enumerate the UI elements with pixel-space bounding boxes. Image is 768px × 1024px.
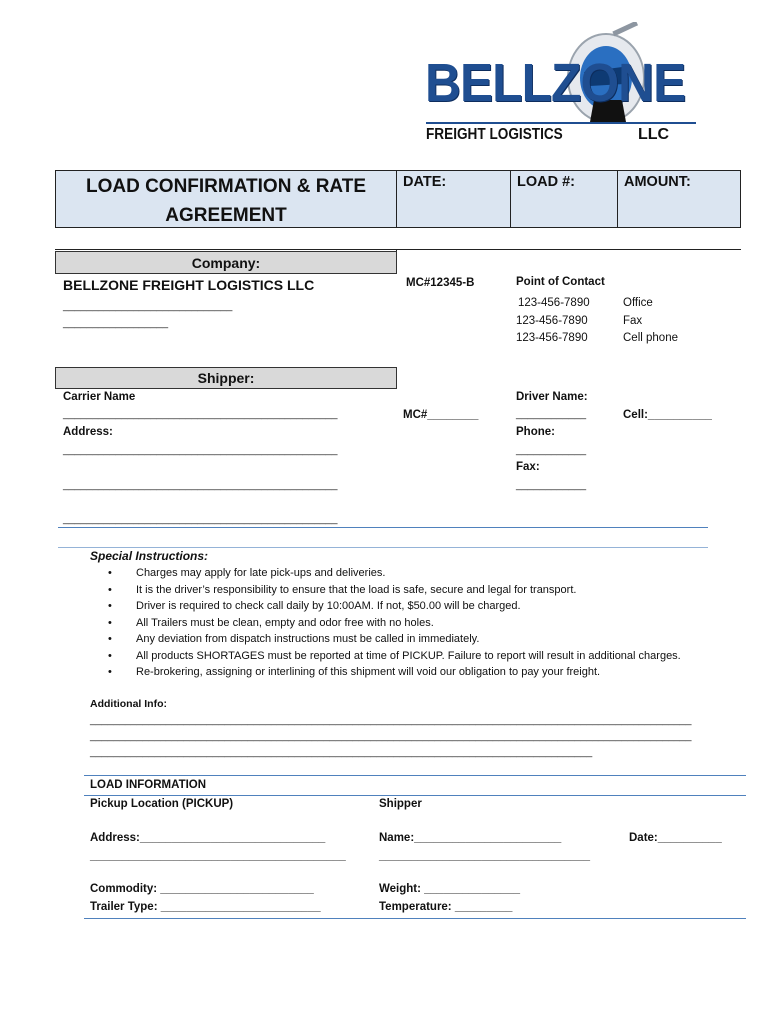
list-item [108, 615, 681, 632]
load-info-bottom-rule [84, 918, 746, 919]
list-item-text: Any deviation from dispatch instructions must be called in immediately. [136, 633, 480, 645]
driver-name-field[interactable]: ____________ [516, 408, 587, 420]
pickup-date-field[interactable]: Date:__________ [629, 832, 722, 844]
bullet-icon: • [108, 649, 112, 662]
form-title-line1: LOAD CONFIRMATION & RATE [85, 176, 367, 197]
contact-number-cell: 123-456-7890 [516, 332, 588, 344]
special-instructions-list [108, 565, 681, 681]
contact-type-cell: Cell phone [623, 332, 678, 344]
load-shipper-label: Shipper [379, 798, 422, 810]
commodity-field[interactable]: Commodity: ________________________ [90, 883, 314, 895]
shipper-bar: Shipper: [55, 367, 397, 389]
company-bar: Company: [55, 251, 397, 274]
carrier-name-label: Carrier Name [63, 391, 136, 403]
contact-type-fax: Fax [623, 315, 643, 327]
special-instructions-title: Special Instructions: [90, 549, 209, 563]
shipper-name-field[interactable]: Name:_______________________ [379, 832, 562, 844]
logo-llc: LLC [638, 126, 670, 143]
load-info-title-rule [84, 795, 746, 796]
list-item-text: It is the driver’s responsibility to ensure that the load is safe, secure and legal for transport. [136, 583, 577, 596]
additional-info-line-1[interactable]: _______________________________________________________________________________________________________ [90, 714, 692, 726]
date-label: DATE: [403, 174, 447, 190]
amount-label: AMOUNT: [624, 174, 691, 190]
load-number-cell[interactable] [510, 171, 617, 227]
phone-field[interactable]: ____________ [516, 444, 587, 456]
list-item [108, 598, 681, 615]
blue-divider-2 [58, 547, 708, 548]
pickup-location-label: Pickup Location (PICKUP) [90, 798, 234, 810]
carrier-name-field[interactable]: _______________________________________________ [63, 408, 338, 420]
contact-number-office: 123-456-7890 [518, 297, 590, 309]
company-mc-number: MC#12345-B [406, 277, 475, 289]
pickup-address-line-2[interactable]: ________________________________________ [90, 850, 346, 862]
company-blank-2[interactable]: __________________ [63, 317, 169, 329]
bullet-icon: • [108, 633, 112, 645]
list-item-text: Driver is required to check call daily by 10:00AM. If not, $50.00 will be charged. [136, 600, 521, 612]
address-field-3[interactable]: _______________________________________________ [63, 513, 338, 525]
phone-label: Phone: [516, 426, 555, 438]
point-of-contact-title: Point of Contact [516, 276, 605, 288]
list-item-text: Re-brokering, assigning or interlining of this shipment will void our obligation to pay your freight. [136, 666, 601, 678]
trailer-type-field[interactable]: Trailer Type: _________________________ [90, 901, 321, 913]
list-item [108, 631, 681, 648]
load-information-title: LOAD INFORMATION [90, 779, 207, 791]
temperature-field[interactable]: Temperature: _________ [379, 901, 513, 913]
form-title-line2: AGREEMENT [165, 205, 287, 226]
additional-info-label: Additional Info: [90, 698, 167, 710]
bullet-icon: • [108, 600, 112, 612]
header-table [55, 170, 741, 228]
carrier-mc-field[interactable]: MC#________ [403, 409, 479, 421]
list-item-text: All Trailers must be clean, empty and odor free with no holes. [136, 616, 434, 629]
list-item [108, 565, 681, 582]
company-logo [420, 22, 710, 152]
list-item [108, 648, 681, 665]
date-cell[interactable] [396, 171, 510, 227]
amount-cell[interactable] [617, 171, 741, 227]
blue-divider-1 [58, 527, 708, 528]
bullet-icon: • [108, 567, 112, 579]
contact-number-fax: 123-456-7890 [516, 315, 588, 327]
driver-name-label: Driver Name: [516, 391, 588, 403]
load-number-label: LOAD #: [517, 174, 575, 190]
contact-type-office: Office [623, 297, 653, 309]
section-divider [55, 249, 741, 250]
pickup-address-field[interactable]: Address:_____________________________ [90, 832, 326, 844]
company-name: BELLZONE FREIGHT LOGISTICS LLC [63, 277, 315, 293]
logo-rule [426, 122, 696, 124]
additional-info-line-2[interactable]: _______________________________________________________________________________________________________ [90, 730, 692, 742]
form-title [56, 171, 396, 230]
load-info-top-rule [84, 775, 746, 776]
list-item [108, 664, 681, 681]
weight-field[interactable]: Weight: _______________ [379, 883, 521, 895]
list-item [108, 582, 681, 599]
address-label: Address: [63, 426, 113, 438]
list-item-text: Charges may apply for late pick-ups and deliveries. [136, 567, 386, 579]
fax-field[interactable]: ____________ [516, 479, 587, 491]
address-field-1[interactable]: _______________________________________________ [63, 444, 338, 456]
fax-label: Fax: [516, 461, 540, 473]
bullet-icon: • [108, 583, 112, 596]
shipper-name-line-2[interactable]: _________________________________ [379, 850, 591, 862]
logo-subtitle: FREIGHT LOGISTICS [426, 126, 563, 143]
cell-field[interactable]: Cell:__________ [623, 409, 712, 421]
list-item-text: All products SHORTAGES must be reported at time of PICKUP. Failure to report will result in additional charges. [136, 649, 681, 662]
company-blank-1[interactable]: _____________________________ [63, 300, 233, 312]
address-field-2[interactable]: _______________________________________________ [63, 479, 338, 491]
additional-info-line-3[interactable]: ______________________________________________________________________________________ [90, 746, 593, 758]
bullet-icon: • [108, 666, 112, 678]
logo-wordmark: BELLZONE [425, 53, 686, 113]
bullet-icon: • [108, 616, 112, 629]
